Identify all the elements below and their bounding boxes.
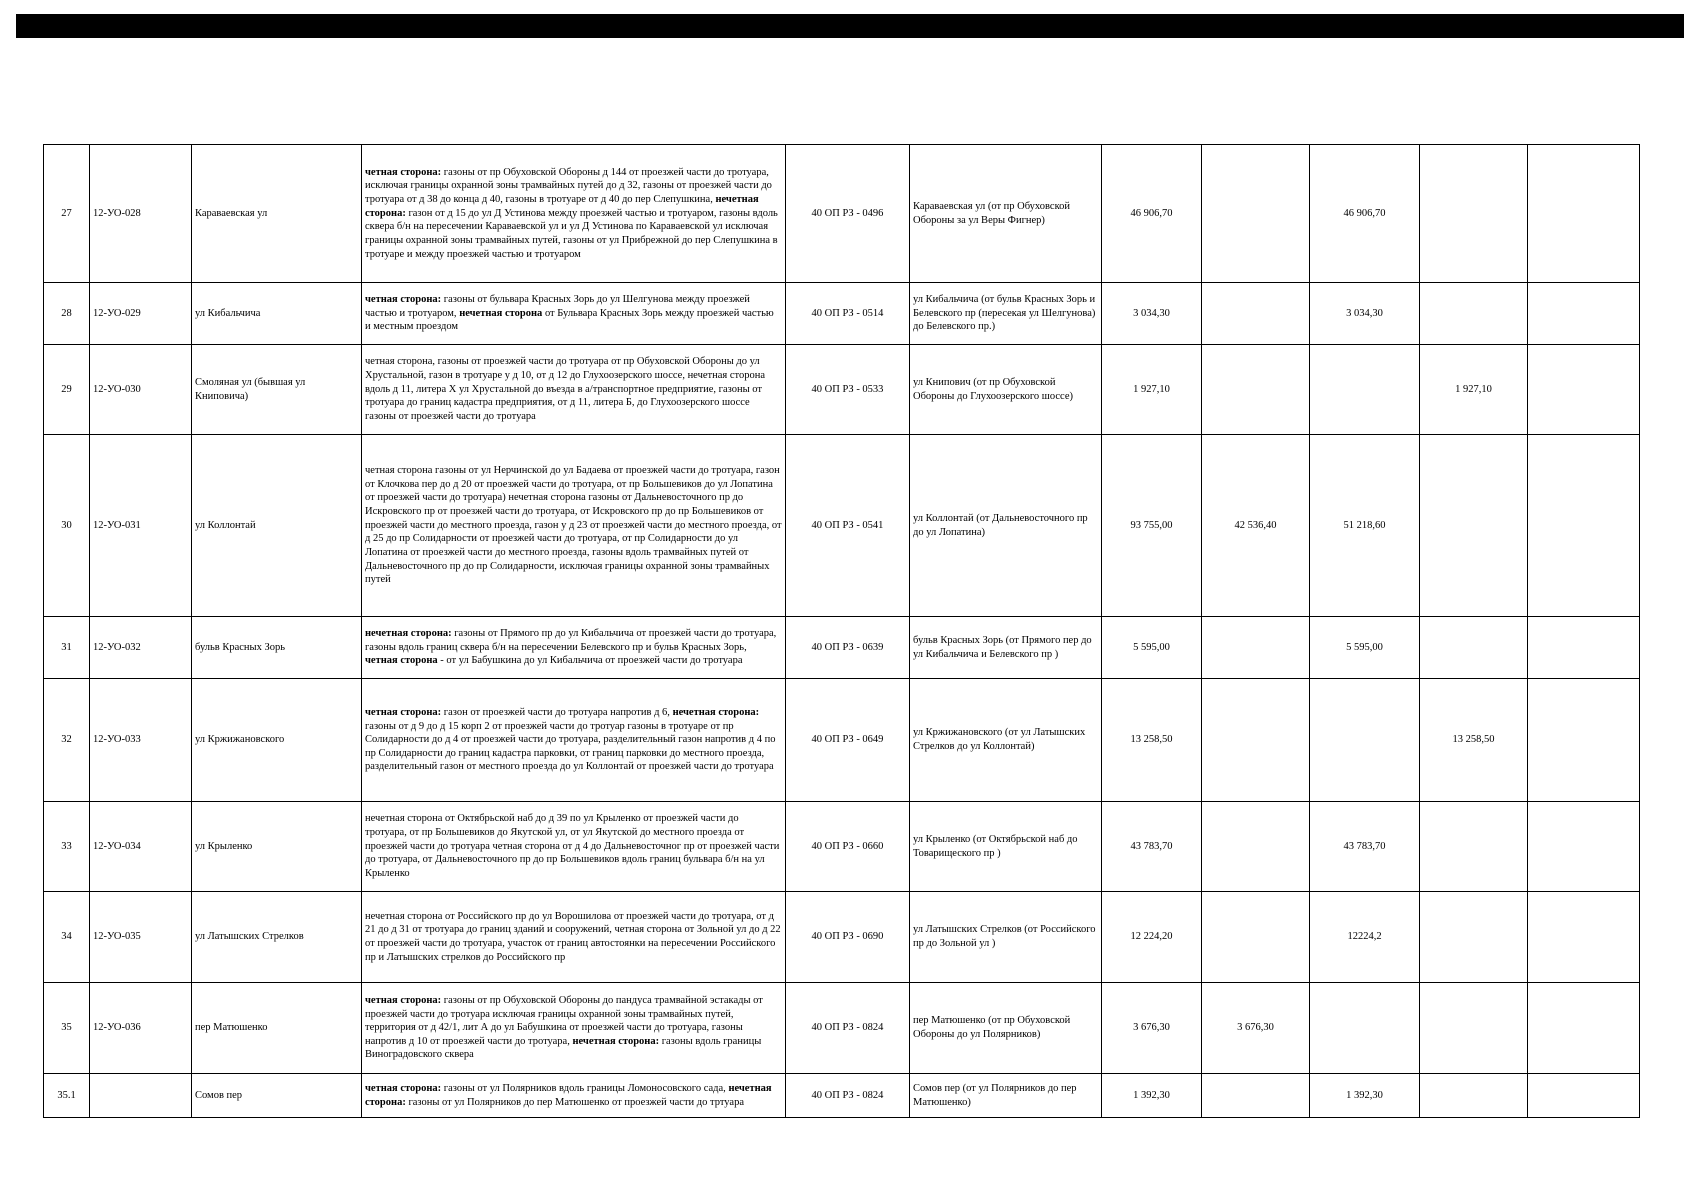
area-col-3: 5 595,00 bbox=[1310, 617, 1420, 679]
area-col-2: 42 536,40 bbox=[1202, 435, 1310, 617]
area-col-4 bbox=[1420, 283, 1528, 345]
street-name: бульв Красных Зорь bbox=[192, 617, 362, 679]
area-description bbox=[362, 345, 786, 435]
area-col-5 bbox=[1528, 145, 1640, 283]
side-label: четная сторона bbox=[365, 655, 438, 667]
road-address: Караваевская ул (от пр Обуховской Обороны за ул Веры Фигнер) bbox=[910, 145, 1102, 283]
street-name: Караваевская ул bbox=[192, 145, 362, 283]
description-text: нечетная сторона от Российского пр до ул Ворошилова от проезжей части до тротуара, от д 21 до д 31 от тротуара до границ зданий и сооружений, четная сторона от Зольной ул до д 22 от проезжей части до тротуара, участок от границ автостоянки на пересечении Российского пр и Латышских стрелков до Российского пр bbox=[365, 910, 781, 963]
area-col-3: 51 218,60 bbox=[1310, 435, 1420, 617]
row-number: 30 bbox=[44, 435, 90, 617]
table-row bbox=[44, 892, 1640, 983]
top-black-bar bbox=[16, 14, 1684, 38]
table-row bbox=[44, 802, 1640, 892]
description-text: газон от д 15 до ул Д Устинова между проезжей частью и тротуаром, газоны вдоль сквера б/н на пересечении Караваевской ул и ул Д Устинова по Караваевской ул исключая границы охранной зоны трамвайных путей, газоны от ул Прибрежной до пер Слепушкина в тротуаре и между проезжей частью и тротуаром bbox=[365, 207, 778, 260]
table-row bbox=[44, 679, 1640, 802]
area-col-3 bbox=[1310, 679, 1420, 802]
area-col-5 bbox=[1528, 617, 1640, 679]
description-text: газоны от ул Полярников вдоль границы Ломоносовского сада, bbox=[441, 1082, 729, 1094]
description-text: нечетная сторона от Октябрьской наб до д 39 по ул Крыленко от проезжей части до тротуара, от пр Большевиков до Якутской ул, от ул Якутской до местного проезда от проезжей части до тротуара четная сторона от д 4 до Дальневосточног пр от проезжей части до тротуара, от Дальневосточного пр до пр Большевиков вдоль границ бульвара б/н на ул Крыленко bbox=[365, 813, 780, 879]
side-label: четная сторона: bbox=[365, 166, 442, 178]
object-code: 12-УО-032 bbox=[90, 617, 192, 679]
road-registry-number: 40 ОП РЗ - 0660 bbox=[786, 802, 910, 892]
area-col-2 bbox=[1202, 145, 1310, 283]
area-col-4 bbox=[1420, 145, 1528, 283]
description-text: газоны от ул Полярников до пер Матюшенко от проезжей части до тртуара bbox=[405, 1096, 744, 1108]
road-registry-number: 40 ОП РЗ - 0824 bbox=[786, 983, 910, 1074]
total-area: 5 595,00 bbox=[1102, 617, 1202, 679]
street-name: Смоляная ул (бывшая ул Книповича) bbox=[192, 345, 362, 435]
area-description bbox=[362, 283, 786, 345]
side-label: четная сторона: bbox=[365, 1082, 442, 1094]
road-address: ул Книпович (от пр Обуховской Обороны до Глухоозерского шоссе) bbox=[910, 345, 1102, 435]
description-text: газоны от Прямого пр до ул Кибальчича от проезжей части до тротуара, газоны вдоль границ сквера б/н на пересечении Белевского пр и бульв Красных Зорь, bbox=[365, 628, 777, 653]
table-row bbox=[44, 1074, 1640, 1118]
object-code: 12-УО-029 bbox=[90, 283, 192, 345]
road-registry-number: 40 ОП РЗ - 0541 bbox=[786, 435, 910, 617]
side-label: нечетная сторона: bbox=[572, 1035, 660, 1047]
area-col-2: 3 676,30 bbox=[1202, 983, 1310, 1074]
road-registry-number: 40 ОП РЗ - 0514 bbox=[786, 283, 910, 345]
area-col-2 bbox=[1202, 617, 1310, 679]
road-address: ул Кржижановского (от ул Латышских Стрелков до ул Коллонтай) bbox=[910, 679, 1102, 802]
area-description bbox=[362, 892, 786, 983]
area-col-3: 46 906,70 bbox=[1310, 145, 1420, 283]
side-label: четная сторона: bbox=[365, 994, 442, 1006]
area-col-4: 13 258,50 bbox=[1420, 679, 1528, 802]
total-area: 43 783,70 bbox=[1102, 802, 1202, 892]
area-col-4 bbox=[1420, 1074, 1528, 1118]
area-col-5 bbox=[1528, 1074, 1640, 1118]
total-area: 3 676,30 bbox=[1102, 983, 1202, 1074]
total-area: 1 927,10 bbox=[1102, 345, 1202, 435]
total-area: 1 392,30 bbox=[1102, 1074, 1202, 1118]
area-col-4 bbox=[1420, 435, 1528, 617]
description-text: от Бульвара Красных Зорь между проезжей частью и местным проездом bbox=[365, 307, 774, 333]
row-number: 31 bbox=[44, 617, 90, 679]
row-number: 33 bbox=[44, 802, 90, 892]
object-code: 12-УО-031 bbox=[90, 435, 192, 617]
description-text: - от ул Бабушкина до ул Кибальчича от проезжей части до тротуара bbox=[437, 655, 743, 667]
area-col-2 bbox=[1202, 802, 1310, 892]
greenery-register-table bbox=[43, 144, 1640, 1118]
object-code: 12-УО-030 bbox=[90, 345, 192, 435]
area-col-5 bbox=[1528, 345, 1640, 435]
area-description bbox=[362, 983, 786, 1074]
area-description bbox=[362, 679, 786, 802]
area-col-3: 43 783,70 bbox=[1310, 802, 1420, 892]
area-description bbox=[362, 617, 786, 679]
area-col-4: 1 927,10 bbox=[1420, 345, 1528, 435]
street-name: пер Матюшенко bbox=[192, 983, 362, 1074]
total-area: 12 224,20 bbox=[1102, 892, 1202, 983]
area-col-2 bbox=[1202, 892, 1310, 983]
area-col-5 bbox=[1528, 892, 1640, 983]
description-text: газоны от пр Обуховской Обороны до пандуса трамвайной эстакады от проезжей части до тротуара исключая границы охранной зоны трамвайных путей, территория от д 42/1, лит А до ул Бабушкина от проезжей части до тротуара, газоны напротив д 10 от проезжей части до тротуара, bbox=[365, 994, 763, 1047]
road-address: ул Крыленко (от Октябрьской наб до Товарищеского пр ) bbox=[910, 802, 1102, 892]
table-body bbox=[44, 145, 1640, 1118]
area-col-5 bbox=[1528, 435, 1640, 617]
side-label: нечетная сторона: bbox=[672, 706, 760, 718]
total-area: 13 258,50 bbox=[1102, 679, 1202, 802]
area-col-5 bbox=[1528, 283, 1640, 345]
description-text: газоны от д 9 до д 15 корп 2 от проезжей части до тротуар газоны в тротуаре от пр Солидарности до д 4 от проезжей части до тротуара, разделительный газон напротив д 4 по пр Солидарности до границ кадастра парковки, от границ парковки до местного проезда, разделительный газон от местного проезда до ул Коллонтай от проезжей части до тротуара bbox=[365, 720, 776, 773]
area-col-3 bbox=[1310, 345, 1420, 435]
total-area: 3 034,30 bbox=[1102, 283, 1202, 345]
area-description bbox=[362, 435, 786, 617]
road-address: пер Матюшенко (от пр Обуховской Обороны до ул Полярников) bbox=[910, 983, 1102, 1074]
object-code: 12-УО-033 bbox=[90, 679, 192, 802]
road-registry-number: 40 ОП РЗ - 0533 bbox=[786, 345, 910, 435]
total-area: 46 906,70 bbox=[1102, 145, 1202, 283]
area-col-3 bbox=[1310, 983, 1420, 1074]
area-description bbox=[362, 145, 786, 283]
area-col-3: 1 392,30 bbox=[1310, 1074, 1420, 1118]
road-address: ул Коллонтай (от Дальневосточного пр до ул Лопатина) bbox=[910, 435, 1102, 617]
side-label: нечетная сторона: bbox=[365, 1082, 772, 1108]
road-address: ул Латышских Стрелков (от Российского пр до Зольной ул ) bbox=[910, 892, 1102, 983]
road-registry-number: 40 ОП РЗ - 0690 bbox=[786, 892, 910, 983]
area-col-5 bbox=[1528, 679, 1640, 802]
area-description bbox=[362, 802, 786, 892]
description-text: газоны от пр Обуховской Обороны д 144 от проезжей части до тротуара, исключая границы охранной зоны трамвайных путей до д 32, газоны от проезжей части до тротуара от д 38 до конца д 40, газоны в тротуаре от д 40 до пер Слепушкина, bbox=[365, 166, 772, 206]
area-col-2 bbox=[1202, 679, 1310, 802]
road-registry-number: 40 ОП РЗ - 0649 bbox=[786, 679, 910, 802]
road-registry-number: 40 ОП РЗ - 0496 bbox=[786, 145, 910, 283]
side-label: нечетная сторона bbox=[459, 307, 543, 319]
side-label: нечетная сторона: bbox=[365, 194, 759, 219]
area-col-4 bbox=[1420, 617, 1528, 679]
description-text: четная сторона газоны от ул Нерчинской до ул Бадаева от проезжей части до тротуара, газон от Клочкова пер до д 20 от проезжей части до тротуара, от пр Большевиков до ул Лопатина от проезжей части до тротуара) нечетная сторона газоны от Дальневосточного пр до Искровского пр от проезжей части до тротуара, от Искровского пр до пр Большевиков от проезжей части до местного проезда, газон у д 23 от проезжей части до местного проезда, от д 25 до пр Солидарности от проезжей части до тротуара, от пр Солидарности до ул Лопатина от проезжей части до местного проезда, газоны вдоль трамвайных путей от Дальневосточного пр до пр Солидарности, исключая границы охранной зоны трамвайных путей bbox=[365, 465, 782, 586]
table-row bbox=[44, 983, 1640, 1074]
area-col-5 bbox=[1528, 802, 1640, 892]
side-label: нечетная сторона: bbox=[365, 628, 452, 640]
area-col-4 bbox=[1420, 802, 1528, 892]
description-text: газон от проезжей части до тротуара напротив д 6, bbox=[441, 706, 673, 718]
road-registry-number: 40 ОП РЗ - 0639 bbox=[786, 617, 910, 679]
total-area: 93 755,00 bbox=[1102, 435, 1202, 617]
row-number: 28 bbox=[44, 283, 90, 345]
street-name: ул Латышских Стрелков bbox=[192, 892, 362, 983]
description-text: газоны вдоль границы Виноградовского сквера bbox=[365, 1035, 762, 1061]
table-row bbox=[44, 145, 1640, 283]
street-name: ул Крыленко bbox=[192, 802, 362, 892]
road-address: Сомов пер (от ул Полярников до пер Матюшенко) bbox=[910, 1074, 1102, 1118]
row-number: 32 bbox=[44, 679, 90, 802]
object-code: 12-УО-036 bbox=[90, 983, 192, 1074]
area-col-2 bbox=[1202, 283, 1310, 345]
side-label: четная сторона: bbox=[365, 294, 442, 306]
street-name: ул Кржижановского bbox=[192, 679, 362, 802]
side-label: четная сторона: bbox=[365, 706, 442, 718]
area-col-4 bbox=[1420, 892, 1528, 983]
road-registry-number: 40 ОП РЗ - 0824 bbox=[786, 1074, 910, 1118]
table-row bbox=[44, 345, 1640, 435]
area-description bbox=[362, 1074, 786, 1118]
area-col-4 bbox=[1420, 983, 1528, 1074]
object-code: 12-УО-034 bbox=[90, 802, 192, 892]
object-code bbox=[90, 1074, 192, 1118]
row-number: 27 bbox=[44, 145, 90, 283]
street-name: ул Кибальчича bbox=[192, 283, 362, 345]
row-number: 34 bbox=[44, 892, 90, 983]
area-col-2 bbox=[1202, 1074, 1310, 1118]
table-row bbox=[44, 435, 1640, 617]
area-col-2 bbox=[1202, 345, 1310, 435]
row-number: 35 bbox=[44, 983, 90, 1074]
table-row bbox=[44, 283, 1640, 345]
object-code: 12-УО-035 bbox=[90, 892, 192, 983]
object-code: 12-УО-028 bbox=[90, 145, 192, 283]
description-text: газоны от бульвара Красных Зорь до ул Шелгунова между проезжей частью и тротуаром, bbox=[365, 294, 750, 319]
street-name: Сомов пер bbox=[192, 1074, 362, 1118]
row-number: 29 bbox=[44, 345, 90, 435]
description-text: четная сторона, газоны от проезжей части до тротуара от пр Обуховской Обороны до ул Хрустальной, газон в тротуаре у д 10, от д 12 до Глухоозерского шоссе, нечетная сторона вдоль д 11, литера Х ул Хрустальной до въезда в а/транспортное предприятие, газоны от тротуара до границ кадастра предприятия, от д 11, литера Б, до Глухоозерского шоссе газоны от проезжей части до тротуара bbox=[365, 356, 765, 422]
area-col-3: 3 034,30 bbox=[1310, 283, 1420, 345]
area-col-5 bbox=[1528, 983, 1640, 1074]
table-row bbox=[44, 617, 1640, 679]
street-name: ул Коллонтай bbox=[192, 435, 362, 617]
road-address: ул Кибальчича (от бульв Красных Зорь и Белевского пр (пересекая ул Шелгунова) до Белевского пр.) bbox=[910, 283, 1102, 345]
road-address: бульв Красных Зорь (от Прямого пер до ул Кибальчича и Белевского пр ) bbox=[910, 617, 1102, 679]
row-number: 35.1 bbox=[44, 1074, 90, 1118]
area-col-3: 12224,2 bbox=[1310, 892, 1420, 983]
